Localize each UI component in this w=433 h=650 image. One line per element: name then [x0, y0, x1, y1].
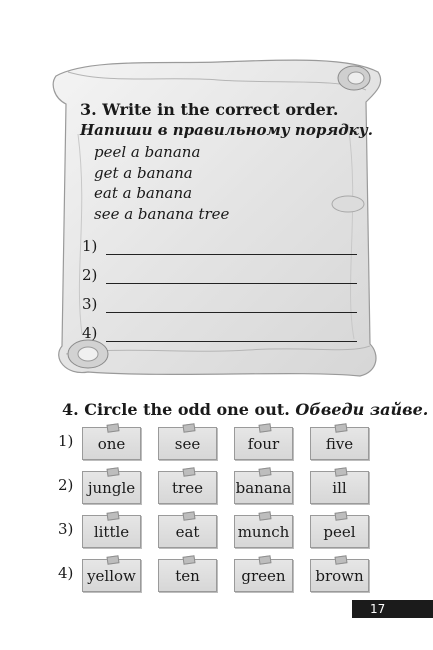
exercise-4-title: [62, 400, 428, 419]
answer-row: [82, 226, 357, 255]
word-card[interactable]: jungle: [82, 471, 141, 504]
exercise-4-title-en: 4. Circle the odd one out.: [62, 400, 290, 419]
word-card[interactable]: eat: [158, 515, 217, 548]
word-row: [58, 424, 378, 460]
page-number-bar: [352, 600, 433, 618]
exercise-3: [80, 100, 374, 224]
row-number: 1): [58, 432, 74, 450]
word-card[interactable]: banana: [234, 471, 293, 504]
answer-row: [82, 255, 357, 284]
word-row: [58, 468, 378, 504]
word-row: [58, 556, 378, 592]
phrase-list: [94, 142, 370, 224]
answer-field[interactable]: [106, 325, 357, 342]
word-card[interactable]: ill: [310, 471, 369, 504]
answer-field[interactable]: [106, 296, 357, 313]
answer-number: 1): [82, 237, 98, 255]
answer-row: [82, 284, 357, 313]
word-card[interactable]: munch: [234, 515, 293, 548]
word-card[interactable]: little: [82, 515, 141, 548]
phrase-item: see a banana tree: [94, 204, 230, 223]
exercise-3-subtitle: Напиши в правильному порядку.: [80, 121, 374, 139]
phrase-item: eat a banana: [94, 184, 193, 202]
exercise-3-title: 3. Write in the correct order.: [80, 100, 339, 119]
exercise-4-title-ru: Обведи зайве.: [295, 400, 429, 419]
answer-field[interactable]: [106, 238, 357, 255]
word-row: [58, 512, 378, 548]
phrase-item: peel a banana: [94, 143, 201, 161]
word-card[interactable]: peel: [310, 515, 369, 548]
word-card[interactable]: five: [310, 427, 369, 460]
answer-number: 4): [82, 324, 98, 342]
answer-lines: [82, 226, 357, 342]
word-card[interactable]: four: [234, 427, 293, 460]
word-card[interactable]: ten: [158, 559, 217, 592]
row-number: 4): [58, 564, 74, 582]
row-number: 3): [58, 520, 74, 538]
word-card[interactable]: green: [234, 559, 293, 592]
word-card[interactable]: see: [158, 427, 217, 460]
row-number: 2): [58, 476, 74, 494]
answer-number: 2): [82, 266, 98, 284]
answer-field[interactable]: [106, 267, 357, 284]
page-number: 17: [370, 602, 386, 616]
answer-number: 3): [82, 295, 98, 313]
word-card[interactable]: brown: [310, 559, 369, 592]
word-card[interactable]: tree: [158, 471, 217, 504]
word-card[interactable]: yellow: [82, 559, 141, 592]
answer-row: [82, 313, 357, 342]
word-card[interactable]: one: [82, 427, 141, 460]
phrase-item: get a banana: [94, 163, 193, 182]
